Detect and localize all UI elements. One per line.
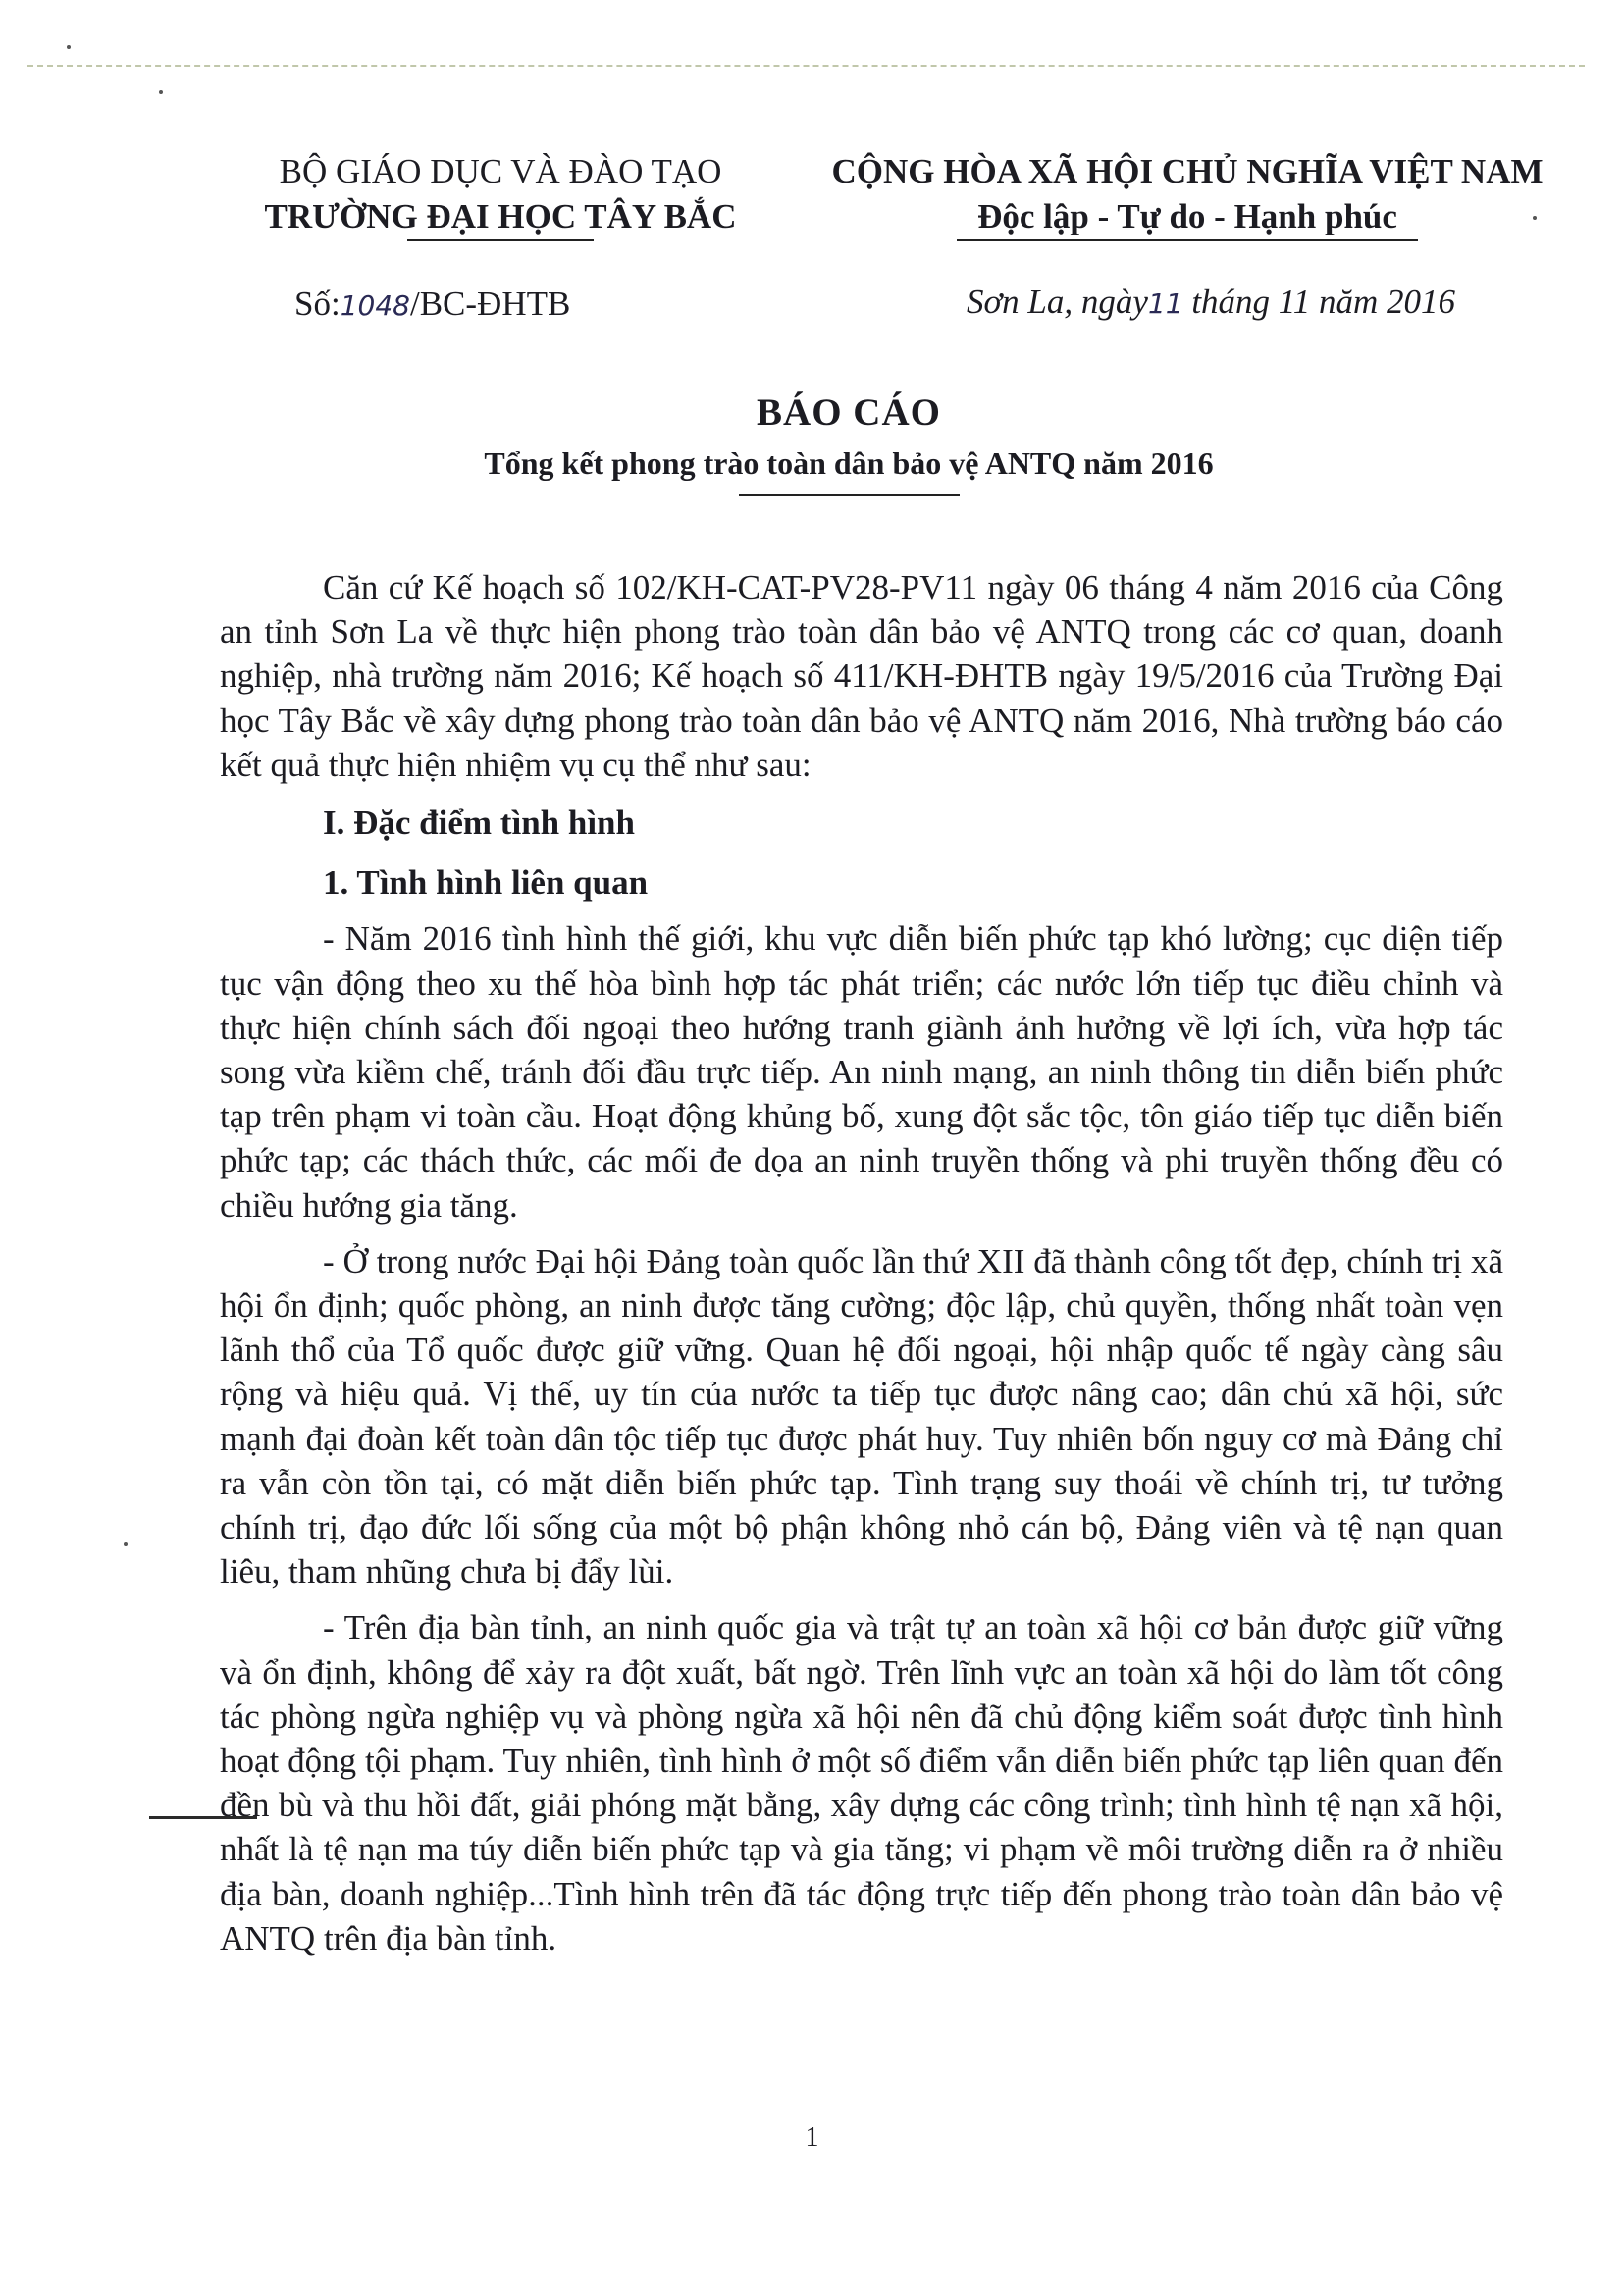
paragraph-domestic: - Ở trong nước Đại hội Đảng toàn quốc lần thứ XII đã thành công tốt đẹp, chính trị xã hội ổn định; quốc phòng, an ninh được tăng cường; độc lập, chủ quyền, thống nhất toàn vẹn lãnh thổ của Tổ quốc được giữ vững. Quan hệ đối ngoại, hội nhập quốc tế ngày càng sâu rộng và hiệu quả. Vị thế, uy tín của nước ta tiếp tục được nâng cao; dân chủ xã hội, sức mạnh đại đoàn kết toàn dân tộc tiếp tục được phát huy. Tuy nhiên bốn nguy cơ mà Đảng chỉ ra vẫn còn tồn tại, có mặt diễn biến phức tạp. Tình trạng suy thoái về chính trị, tư tưởng chính trị, đạo đức lối sống của một bộ phận không nhỏ cán bộ, Đảng viên và tệ nạn quan liêu, tham nhũng chưa bị đẩy lùi. (220, 1241, 1503, 1591)
doc-number-suffix: /BC-ĐHTB (409, 285, 571, 323)
paragraph-province: - Trên địa bàn tỉnh, an ninh quốc gia và trật tự an toàn xã hội cơ bản được giữ vững và ổn định, không để xảy ra đột xuất, bất ngờ. Trên lĩnh vực an toàn xã hội do làm tốt công tác phòng ngừa nghiệp vụ và phòng ngừa xã hội nên đã chủ động kiểm soát được tình hình hoạt động tội phạm. Tuy nhiên, tình hình ở một số điểm vẫn diễn biến phức tạp liên quan đến đền bù và thu hồi đất, giải phóng mặt bằng, xây dựng các công trình; tình hình tệ nạn xã hội, nhất là tệ nạn ma túy diễn biến phức tạp và gia tăng; vi phạm về môi trường diễn ra ở nhiều địa bàn, doanh nghiệp...Tình hình trên đã tác động trực tiếp đến phong trào toàn dân bảo vệ ANTQ trên địa bàn tỉnh. (220, 1608, 1503, 1957)
scan-speck (124, 1542, 128, 1546)
issuer-header (226, 149, 775, 241)
page-number: 1 (805, 2122, 819, 2153)
title-underline (739, 494, 960, 496)
scan-edge-line (27, 65, 1585, 67)
national-header (805, 149, 1570, 241)
scan-speck (159, 90, 163, 94)
report-body (220, 565, 1503, 1960)
date-day-handwritten: 11 (1147, 287, 1183, 320)
issue-date (967, 283, 1455, 322)
pen-margin-mark (149, 1816, 257, 1819)
doc-number-prefix: Số: (294, 285, 341, 323)
issuer-underline (407, 239, 594, 241)
doc-number-handwritten: 1048 (340, 289, 410, 322)
date-prefix: Sơn La, ngày (967, 283, 1148, 321)
report-title-block (196, 388, 1501, 496)
scan-speck (1533, 216, 1537, 220)
subsection-heading: 1. Tình hình liên quan (323, 863, 649, 903)
report-title: BÁO CÁO (757, 391, 941, 434)
intro-paragraph: Căn cứ Kế hoạch số 102/KH-CAT-PV28-PV11 ngày 06 tháng 4 năm 2016 của Công an tỉnh Sơn La về thực hiện phong trào toàn dân bảo vệ ANTQ trong các cơ quan, doanh nghiệp, nhà trường năm 2016; Kế hoạch số 411/KH-ĐHTB ngày 19/5/2016 của Trường Đại học Tây Bắc về xây dựng phong trào toàn dân bảo vệ ANTQ năm 2016, Nhà trường báo cáo kết quả thực hiện nhiệm vụ cụ thể như sau: (220, 568, 1503, 784)
date-suffix: tháng 11 năm 2016 (1182, 283, 1455, 321)
national-motto: Độc lập - Tự do - Hạnh phúc (977, 197, 1397, 235)
school-name: TRƯỜNG ĐẠI HỌC TÂY BẮC (264, 197, 737, 235)
motto-underline (957, 239, 1418, 241)
paragraph-world: - Năm 2016 tình hình thế giới, khu vực diễn biến phức tạp khó lường; cục diện tiếp tục vận động theo xu thế hòa bình hợp tác phát triển; các nước lớn tiếp tục điều chỉnh và thực hiện chính sách đối ngoại theo hướng tranh giành ảnh hưởng về lợi ích, vừa hợp tác song vừa kiềm chế, tránh đối đầu trực tiếp. An ninh mạng, an ninh thông tin diễn biến phức tạp trên phạm vi toàn cầu. Hoạt động khủng bố, xung đột sắc tộc, tôn giáo tiếp tục diễn biến phức tạp; các thách thức, các mối đe dọa an ninh truyền thống và phi truyền thống đều có chiều hướng gia tăng. (220, 919, 1503, 1225)
document-number (294, 285, 570, 324)
country-name: CỘNG HÒA XÃ HỘI CHỦ NGHĨA VIỆT NAM (831, 152, 1544, 190)
section-heading: I. Đặc điểm tình hình (323, 804, 635, 843)
scan-speck (67, 45, 71, 49)
report-subtitle: Tổng kết phong trào toàn dân bảo vệ ANTQ năm 2016 (484, 445, 1214, 481)
ministry-name: BỘ GIÁO DỤC VÀ ĐÀO TẠO (279, 152, 722, 190)
